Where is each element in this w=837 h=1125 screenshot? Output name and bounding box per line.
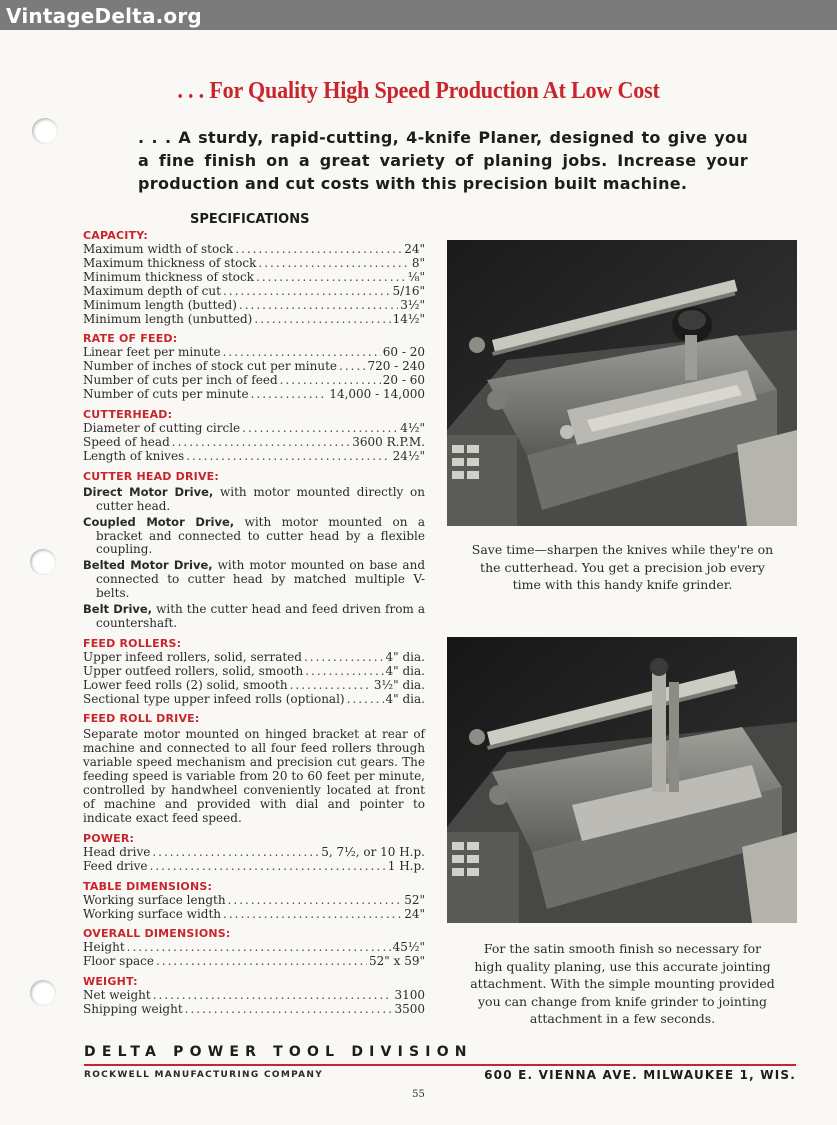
drive-option-text: with the cutter head and feed driven from a countershaft. <box>96 602 425 630</box>
section-drive-heading: CUTTER HEAD DRIVE: <box>83 469 219 483</box>
spec-label: Length of knives <box>83 449 185 463</box>
dot-leader <box>258 257 409 271</box>
spec-value: 3500 <box>394 1003 425 1017</box>
spec-row <box>83 989 425 1003</box>
spec-value: 24" <box>404 907 425 921</box>
dot-leader <box>304 651 384 665</box>
spec-row <box>83 360 425 374</box>
footer-rule <box>84 1064 796 1066</box>
spec-label: Height <box>83 941 125 955</box>
spec-label: Upper infeed rollers, solid, serrated <box>83 650 302 664</box>
drive-option-name: Coupled Motor Drive, <box>83 514 235 529</box>
spec-label: Minimum length (unbutted) <box>83 312 253 326</box>
spec-label: Upper outfeed rollers, solid, smooth <box>83 664 304 678</box>
spec-row <box>83 313 425 327</box>
spec-value: 52" <box>404 893 425 907</box>
spec-row <box>83 243 425 257</box>
specifications-title: SPECIFICATIONS <box>190 212 310 227</box>
planer-jointing-attachment-photo <box>447 637 797 923</box>
page-number: 55 <box>412 1089 425 1100</box>
spec-row <box>83 846 425 860</box>
section-feed-drive-heading: FEED ROLL DRIVE: <box>83 712 200 726</box>
power-rows <box>83 846 425 874</box>
dot-leader <box>172 436 350 450</box>
section-power-heading: POWER: <box>83 831 135 845</box>
spec-label: Number of inches of stock cut per minute <box>83 360 338 374</box>
spec-value: 3½" <box>400 298 425 312</box>
section-overall-heading: OVERALL DIMENSIONS: <box>83 927 231 941</box>
spec-value: 20 - 60 <box>382 374 425 388</box>
drive-option <box>83 559 425 601</box>
spec-value: 4" dia. <box>385 692 425 706</box>
rate-rows <box>83 346 425 402</box>
spec-label: Diameter of cutting circle <box>83 422 241 436</box>
section-cutterhead-heading: CUTTERHEAD: <box>83 408 173 422</box>
spec-label: Minimum length (butted) <box>83 298 237 312</box>
section-table-heading: TABLE DIMENSIONS: <box>83 879 213 893</box>
spec-row <box>83 436 425 450</box>
dot-leader <box>223 346 381 360</box>
spec-row <box>83 1003 425 1017</box>
cutterhead-rows <box>83 422 425 464</box>
spec-value: 14½" <box>392 312 425 326</box>
site-banner <box>0 0 837 30</box>
section-rollers-heading: FEED ROLLERS: <box>83 636 182 650</box>
spec-label: Head drive <box>83 845 151 859</box>
division-name: DELTA POWER TOOL DIVISION <box>84 1044 473 1060</box>
drive-option <box>83 516 425 558</box>
spec-row <box>83 693 425 707</box>
weight-rows <box>83 989 425 1017</box>
dot-leader <box>186 450 390 464</box>
section-rate-heading: RATE OF FEED: <box>83 332 178 346</box>
drive-option-text: with motor mounted directly on cutter head. <box>96 484 425 513</box>
spec-label: Maximum depth of cut <box>83 284 221 298</box>
caption-knife-grinder: Save time—sharpen the knives while they're on the cutterhead. You get a precision job every time with this handy knife grinder. <box>471 542 774 592</box>
spec-value: 3100 <box>394 989 425 1003</box>
spec-value: 4" dia. <box>385 664 425 678</box>
dot-leader <box>290 679 372 693</box>
drive-option-text: with motor mounted on a bracket and connected to cutter head by a flexible coupling. <box>96 514 425 557</box>
spec-value: 4½" <box>400 422 425 436</box>
spec-value: 24½" <box>392 449 425 463</box>
spec-value: ⅛" <box>407 270 425 284</box>
drive-option-name: Belted Motor Drive, <box>83 558 213 573</box>
spec-row <box>83 955 425 969</box>
spec-row <box>83 346 425 360</box>
dot-leader <box>156 955 367 969</box>
section-weight-heading: WEIGHT: <box>83 975 138 989</box>
spec-value: 3600 R.P.M. <box>352 435 425 449</box>
spec-label: Maximum width of stock <box>83 243 234 256</box>
dot-leader <box>235 243 402 257</box>
spec-row <box>83 271 425 285</box>
spec-value: 1 H.p. <box>387 859 425 873</box>
roller-rows <box>83 651 425 707</box>
drive-option-name: Belt Drive, <box>83 602 153 617</box>
spec-label: Floor space <box>83 955 154 969</box>
spec-value: 720 - 240 <box>367 360 425 374</box>
drive-option <box>83 486 425 514</box>
spec-value: 24" <box>404 243 425 256</box>
spec-label: Shipping weight <box>83 1003 183 1017</box>
spec-value: 14,000 - 14,000 <box>329 388 425 402</box>
spec-row <box>83 388 425 402</box>
punch-hole <box>30 980 56 1006</box>
spec-label: Maximum thickness of stock <box>83 256 257 270</box>
dot-leader <box>185 1003 393 1017</box>
drive-option-name: Direct Motor Drive, <box>83 484 214 499</box>
spec-value: 4" dia. <box>385 650 425 664</box>
spec-value: 8" <box>411 256 425 270</box>
spec-value: 3½" dia. <box>373 678 425 692</box>
spec-value: 60 - 20 <box>382 346 425 360</box>
spec-value: 52" x 59" <box>369 955 425 969</box>
spec-label: Working surface length <box>83 893 226 907</box>
specifications-list <box>83 229 425 1017</box>
table-rows <box>83 894 425 922</box>
dot-leader <box>228 894 403 908</box>
punch-hole <box>30 549 56 575</box>
dot-leader <box>242 422 398 436</box>
spec-row <box>83 665 425 679</box>
planer-knife-grinder-photo <box>447 240 797 526</box>
feed-drive-text: Separate motor mounted on hinged bracket at rear of machine and connected to all four feed rollers through variable speed mechanism and precision cut gears. The feeding speed is variable from 20 to 60 feet per minute, controlled by handwheel conveniently located at front of machine and provided with dial and pointer to indicate exact feed speed. <box>83 727 425 825</box>
company-name: ROCKWELL MANUFACTURING COMPANY <box>84 1070 324 1080</box>
headline: . . . For Quality High Speed Production At Low Cost <box>177 78 660 104</box>
spec-row <box>83 450 425 464</box>
dot-leader <box>305 665 383 679</box>
drive-option-text: with motor mounted on base and connected to cutter head by matched multiple V-belts. <box>96 558 425 601</box>
intro-text: . . . A sturdy, rapid-cutting, 4-knife Planer, designed to give you a fine finish on a great variety of planing jobs. Increase your production and cut costs with this precision built machine. <box>138 128 748 193</box>
spec-value: 45½" <box>392 941 425 955</box>
spec-row <box>83 860 425 874</box>
spec-row <box>83 908 425 922</box>
dot-leader <box>280 374 381 388</box>
dot-leader <box>339 360 365 374</box>
spec-row <box>83 285 425 299</box>
dot-leader <box>223 285 391 299</box>
site-tag[interactable]: VintageDelta.org <box>6 4 202 28</box>
spec-value: 5/16" <box>392 284 425 298</box>
company-address: 600 E. VIENNA AVE. MILWAUKEE 1, WIS. <box>484 1068 796 1082</box>
spec-row <box>83 257 425 271</box>
spec-row <box>83 422 425 436</box>
spec-label: Net weight <box>83 989 151 1003</box>
dot-leader <box>347 693 384 707</box>
spec-label: Minimum thickness of stock <box>83 270 255 284</box>
dot-leader <box>256 271 406 285</box>
spec-row <box>83 374 425 388</box>
spec-label: Feed drive <box>83 859 148 873</box>
dot-leader <box>223 908 402 922</box>
spec-row <box>83 679 425 693</box>
spec-label: Speed of head <box>83 435 170 449</box>
dot-leader <box>251 388 328 402</box>
spec-row <box>83 894 425 908</box>
spec-row <box>83 299 425 313</box>
caption-jointing-attachment: For the satin smooth finish so necessary for high quality planing, use this accurate jointing attachment. With the simple mounting provided you can change from knife grinder to jointing attachment in a few seconds. <box>470 941 775 1026</box>
dot-leader <box>127 941 391 955</box>
drive-items <box>83 486 425 631</box>
overall-rows <box>83 941 425 969</box>
dot-leader <box>153 989 393 1003</box>
dot-leader <box>254 313 390 327</box>
spec-row <box>83 941 425 955</box>
spec-label: Number of cuts per minute <box>83 388 249 402</box>
capacity-rows <box>83 243 425 326</box>
drive-option <box>83 603 425 631</box>
spec-row <box>83 651 425 665</box>
dot-leader <box>150 860 386 874</box>
spec-label: Working surface width <box>83 907 222 921</box>
spec-label: Sectional type upper infeed rolls (optional) <box>83 692 345 706</box>
punch-hole <box>32 118 58 144</box>
spec-label: Linear feet per minute <box>83 346 221 360</box>
section-capacity-heading: CAPACITY: <box>83 229 149 242</box>
dot-leader <box>152 846 319 860</box>
spec-label: Lower feed rolls (2) solid, smooth <box>83 678 288 692</box>
spec-value: 5, 7½, or 10 H.p. <box>321 845 425 859</box>
spec-label: Number of cuts per inch of feed <box>83 374 278 388</box>
dot-leader <box>239 299 398 313</box>
